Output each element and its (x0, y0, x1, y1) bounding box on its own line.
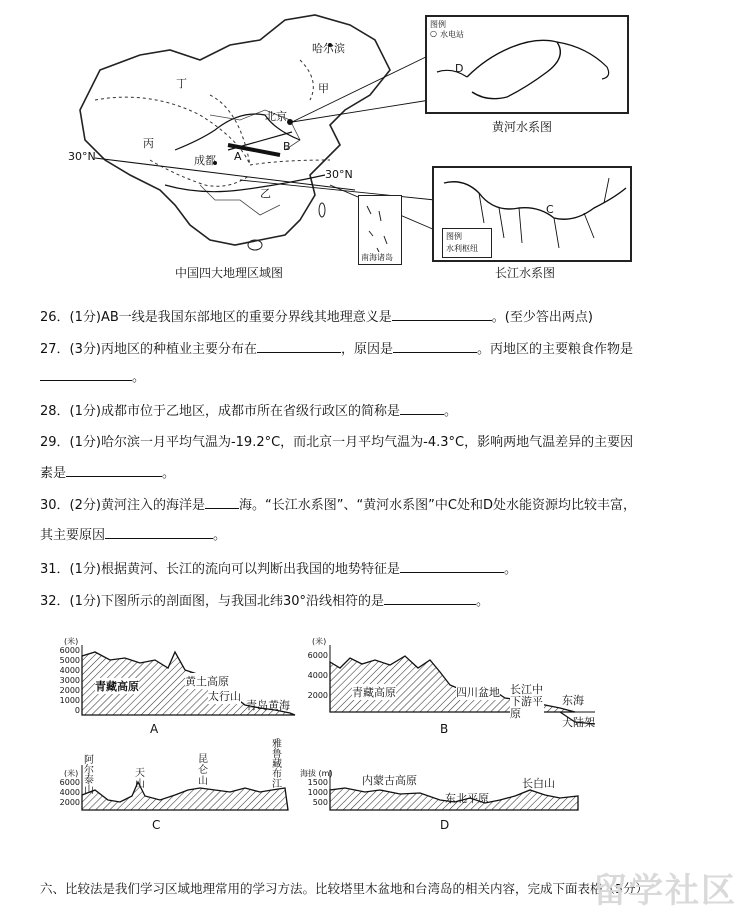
profile-c-label-aertai: 阿尔泰山 (84, 755, 94, 796)
q31-text: 31．(1分)根据黄河、长江的流向可以判断出我国的地势特征是 (40, 562, 400, 577)
profile-a-tick: 6000 (59, 646, 80, 655)
profile-d-label-neimenggu: 内蒙古高原 (362, 774, 417, 787)
point-d: D (455, 62, 464, 75)
huanghe-caption: 黄河水系图 (492, 120, 553, 134)
changjiang-legend-title: 图例 (446, 232, 462, 241)
label-lat-right: 30°N (325, 168, 353, 181)
profile-a-label-huanghai: 黄海 (268, 699, 290, 712)
profile-c-label-kunlun: 昆仑山 (198, 754, 208, 787)
profile-c-graph (82, 765, 288, 810)
profile-d-label-changbai: 长白山 (522, 777, 555, 790)
profile-a-label-huangtu: 黄土高原 (185, 675, 229, 688)
q30-line1b: 海。“长江水系图”、“黄河水系图”中C处和D处水能资源均比较丰富， (238, 498, 636, 513)
profile-a-tick: 5000 (59, 656, 80, 665)
huanghe-legend-title: 图例 (430, 20, 446, 29)
profile-a-label-taihang: 太行山 (208, 690, 241, 703)
q32-tail: 。 (476, 594, 490, 609)
changjiang-caption: 长江水系图 (495, 266, 556, 280)
label-beijing: 北京 (265, 110, 287, 123)
q30-line1a: 30．(2分)黄河注入的海洋是 (40, 498, 205, 513)
profile-b-label-sichuan: 四川盆地 (456, 686, 500, 699)
q28-text: 28．(1分)成都市位于乙地区，成都市所在省级行政区的简称是 (40, 404, 400, 419)
label-harbin: 哈尔滨 (312, 42, 345, 55)
profile-c-ticks (54, 778, 80, 808)
q27-text: 27．(3分)丙地区的种植业主要分布在 (40, 342, 257, 357)
profile-d-label-dongbei: 东北平原 (445, 792, 489, 805)
hydro-station-icon: ○ (430, 29, 437, 38)
q32-text: 32．(1分)下图所示的剖面图，与我国北纬30°沿线相符的是 (40, 594, 384, 609)
q29-line1: 29．(1分)哈尔滨一月平均气温为-19.2°C，而北京一月平均气温为-4.3°C，影响两地气温差异的主要因 (40, 435, 634, 450)
profile-a-label-qingzang: 青藏高原 (95, 680, 139, 693)
profile-b-tick: 6000 (307, 651, 328, 660)
profile-c-tick: 4000 (59, 788, 80, 797)
profile-a-tick: 4000 (59, 666, 80, 675)
profile-c-label-tianshan: 天山 (135, 768, 145, 790)
profile-d-tick: 1500 (307, 778, 328, 787)
profile-a-tick: 1000 (59, 696, 80, 705)
label-lat-left: 30°N (68, 150, 96, 163)
profile-b-letter: B (440, 722, 449, 736)
q27-mid2: 。丙地区的主要粮食作物是 (476, 342, 633, 357)
q27-mid1: ，原因是 (340, 342, 393, 357)
q26-text: 26．(1分)AB一线是我国东部地区的重要分界线其地理意义是 (40, 310, 392, 325)
profile-b-label-dalujia: 大陆架 (562, 716, 595, 729)
label-a: A (234, 150, 242, 163)
watermark-logo: 留学社区 (593, 871, 737, 911)
changjiang-legend-item: 水利枢纽 (446, 244, 478, 253)
profile-a-tick: 2000 (59, 686, 80, 695)
q30-tail: 。 (213, 528, 227, 543)
profile-b-tick: 2000 (307, 691, 328, 700)
profile-d-letter: D (440, 818, 450, 832)
profile-c-unit: (米) (64, 769, 79, 778)
profile-c-letter: C (152, 818, 161, 832)
profile-c-tick: 2000 (59, 798, 80, 807)
profile-d-tick: 1000 (307, 788, 328, 797)
profile-a-ticks (56, 646, 80, 716)
profile-a-tick: 3000 (59, 676, 80, 685)
profile-a-label-qingdao: 青岛 (246, 699, 268, 712)
inset-label: 南海诸岛 (361, 253, 393, 262)
profile-a-unit: (米) (64, 637, 79, 646)
profile-b-label-donghai: 东海 (562, 694, 584, 707)
q27-tail: 。 (132, 370, 146, 385)
huanghe-legend-item: 水电站 (440, 30, 464, 39)
profile-c-tick: 6000 (59, 778, 80, 787)
q30-line2: 其主要原因 (40, 528, 106, 543)
profile-b-tick: 4000 (307, 671, 328, 680)
profile-c-label-yarlung: 雅鲁藏布江 (272, 739, 282, 790)
q31-tail: 。 (503, 562, 517, 577)
profile-b-label-qingzang: 青藏高原 (352, 686, 396, 699)
q29-line2: 素是 (40, 466, 67, 481)
profile-b-label-changjiang: 长江中下游平原 (510, 683, 543, 720)
label-ding: 丁 (176, 77, 187, 90)
profile-a-letter: A (150, 722, 159, 736)
label-jia: 甲 (318, 82, 329, 95)
profile-b-ticks (300, 646, 328, 706)
label-b: B (283, 140, 291, 153)
point-c: C (546, 203, 554, 216)
profile-b-unit: (米) (312, 637, 327, 646)
map-caption: 中国四大地理区域图 (175, 266, 284, 280)
profile-d-ticks (300, 778, 328, 808)
label-yi: 乙 (260, 187, 271, 200)
label-bing: 丙 (143, 137, 154, 150)
q28-tail: 。 (443, 404, 457, 419)
profile-d-unit: 海拔 (m) (300, 769, 333, 778)
profile-a-tick: 0 (74, 706, 80, 715)
section-6-text: 六、比较法是我们学习区域地理常用的学习方法。比较塔里木盆地和台湾岛的相关内容，完成下面表格（5分） (40, 881, 648, 896)
q26-tail: 。(至少答出两点) (491, 310, 593, 325)
section-6 (40, 880, 648, 898)
q29-tail: 。 (162, 466, 176, 481)
profile-d-tick: 500 (312, 798, 328, 807)
label-chengdu: 成都 (194, 154, 216, 167)
